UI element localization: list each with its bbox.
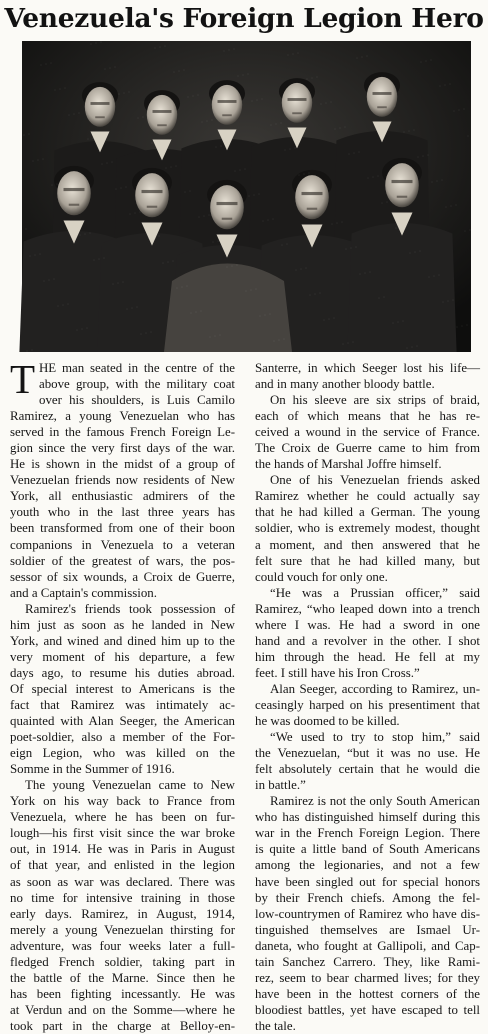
text-line: out, in 1914. He was in Paris in August: [10, 842, 235, 857]
text-line: bloodiest battles, yet have escaped to tell: [255, 1002, 480, 1017]
text-line: adventure, was four weeks later a full-: [10, 938, 235, 953]
text-line: served in the famous French Foreign Le-: [10, 425, 235, 440]
text-line: lough—his first visit since the war broke: [10, 826, 235, 841]
group-photo: [22, 41, 471, 352]
text-line: quainted with Alan Seeger, the American: [10, 714, 235, 729]
text-line: where I was. He had a sword in one: [255, 617, 480, 632]
text-line: a moment, and then answered that he: [255, 537, 480, 552]
text-line: daneta, who fought at Gallipoli, and Cap-: [255, 938, 480, 953]
text-line: fledged French soldier, taking part in: [10, 954, 235, 969]
text-line: Ramirez, “who leaped down into a trench: [255, 601, 480, 616]
text-line: at Verdun and on the Somme—where he: [10, 1002, 235, 1017]
text-line: merely a young Venezuelan thirsting for: [10, 922, 235, 937]
text-line: in battle.”: [255, 778, 306, 793]
article-column-left: [10, 356, 235, 1033]
text-line: tain Sanchez Carrero. They, like Rami-: [255, 954, 480, 969]
text-line: by their French chiefs. Among the fel-: [255, 890, 480, 905]
text-line: could vouch for only one.: [255, 569, 388, 584]
text-line: Ramirez, a young Venezuelan who has: [10, 409, 235, 424]
text-line: have been singled out for special honors: [255, 874, 480, 889]
text-line: low-countrymen of Ramirez who have dis-: [255, 906, 480, 921]
face: [282, 83, 312, 123]
text-line: hand and a revolver in the other. I shot: [255, 633, 480, 648]
text-line: and a Captain's commission.: [10, 585, 157, 600]
text-line: Alan Seeger, according to Ramirez, un-: [270, 681, 480, 696]
text-line: One of his Venezuelan friends asked: [270, 473, 480, 488]
text-line: felt absolutely certain that he would die: [255, 762, 480, 777]
text-line: the hands of Marshal Joffre himself.: [255, 457, 442, 472]
face: [295, 175, 329, 219]
text-line: is quite a little band of South Americans: [255, 842, 480, 857]
text-line: The Croix de Guerre came to him from: [255, 441, 480, 456]
text-line: poet-soldier, also a member of the For-: [10, 730, 235, 745]
face: [147, 95, 177, 135]
text-line: companions in Venezuela to a veteran: [10, 537, 235, 552]
text-line: as soon as war was declared. There was: [10, 874, 235, 889]
text-line: He is shown in the midst of a group of: [10, 457, 235, 472]
text-line: York, all enthusiastic admirers of the: [10, 489, 235, 504]
text-line: took part in the charge at Belloy-en-: [10, 1018, 235, 1033]
text-line: war in the French Foreign Legion. There: [255, 826, 480, 841]
text-line: felt sure that he had killed many, but: [255, 553, 480, 568]
text-line: feet. I still have his Iron Cross.”: [255, 665, 420, 680]
text-line: days ago, to resume his duties abroad.: [10, 665, 235, 680]
face: [85, 87, 115, 127]
military-coat: [164, 264, 292, 353]
text-line: “We used to try to stop him,” said: [270, 730, 480, 745]
headline: Venezuela's Foreign Legion Hero: [4, 3, 484, 34]
text-line: York, and wined and dined him up to the: [10, 633, 235, 648]
face: [385, 163, 419, 207]
text-line: ceived a wound in the service of France.: [255, 425, 480, 440]
text-line: among the legionaries, and not a few: [255, 858, 480, 873]
text-line: soldier, who is extremely modest, thought: [255, 521, 480, 536]
face: [57, 171, 91, 215]
text-line: of that year, and enlisted in the legion: [10, 858, 235, 873]
text-line: HE man seated in the centre of the: [39, 361, 235, 375]
text-line: Ramirez whether he could actually say: [255, 489, 480, 504]
text-line: him just as soon as he landed in New: [10, 617, 235, 632]
text-line: that he had killed a German. The young: [255, 505, 480, 520]
text-line: Santerre, in which Seeger lost his life—: [255, 361, 480, 375]
text-line: him through the head. He fell at my: [255, 649, 480, 664]
text-line: tinguished themselves are Ismael Ur-: [255, 922, 480, 937]
text-line: Ramirez is not the only South American: [270, 794, 480, 809]
text-line: rez, seem to bear charmed lives; for they: [255, 970, 480, 985]
group-portrait-image: [22, 41, 471, 352]
text-line: Somme in the Summer of 1916.: [10, 762, 175, 777]
text-line: above group, with the military coat: [39, 377, 235, 392]
text-line: On his sleeve are six strips of braid,: [270, 393, 480, 408]
text-line: gion since the very first days of the war.: [10, 441, 235, 456]
text-line: “He was a Prussian officer,” said: [270, 585, 480, 600]
face: [135, 173, 169, 217]
article-column-right: [255, 360, 480, 1033]
suit: [347, 223, 456, 352]
text-line: sessor of six wounds, a Croix de Guerre,: [10, 569, 235, 584]
text-line: over his shoulders, is Luis Camilo: [39, 393, 235, 408]
text-line: soldier of the greatest of wars, the pos-: [10, 553, 235, 568]
text-line: been transformed from one of their boon: [10, 521, 235, 536]
text-line: Venezuela, where he has been on fur-: [10, 810, 235, 825]
text-line: Of special interest to Americans is the: [10, 681, 235, 696]
text-line: York on his way back to France from: [10, 794, 235, 809]
text-line: the tale.: [255, 1018, 296, 1033]
text-line: early days. Ramirez, in August, 1914,: [10, 906, 235, 921]
text-line: very moment of his departure, a few: [10, 649, 235, 664]
text-line: fact that Ramirez was intimately ac-: [10, 697, 235, 712]
drop-cap: T: [10, 356, 36, 402]
face: [210, 185, 244, 229]
text-line: The young Venezuelan came to New: [25, 778, 235, 793]
text-line: the battle of the Marne. Since then he: [10, 970, 235, 985]
text-line: and in many another bloody battle.: [255, 377, 435, 392]
text-line: each of which means that he has re-: [255, 409, 480, 424]
text-line: eign Legion, who was killed on the: [10, 746, 235, 761]
text-line: no time for intensive training in those: [10, 890, 235, 905]
text-line: Ramirez's friends took possession of: [25, 601, 235, 616]
text-line: he was doomed to be killed.: [255, 714, 400, 729]
text-line: has been fighting incessantly. He was: [10, 986, 235, 1001]
face: [212, 85, 242, 125]
text-line: ceasingly harped on his presentiment that: [255, 697, 480, 712]
text-line: Venezuelan friends now residents of New: [10, 473, 235, 488]
text-line: who has distinguished himself during this: [255, 810, 480, 825]
text-line: youth who in the last three years has: [10, 505, 235, 520]
text-line: the Venezuelan, “but it was no use. He: [255, 746, 480, 761]
text-line: have been in the hottest corners of the: [255, 986, 480, 1001]
